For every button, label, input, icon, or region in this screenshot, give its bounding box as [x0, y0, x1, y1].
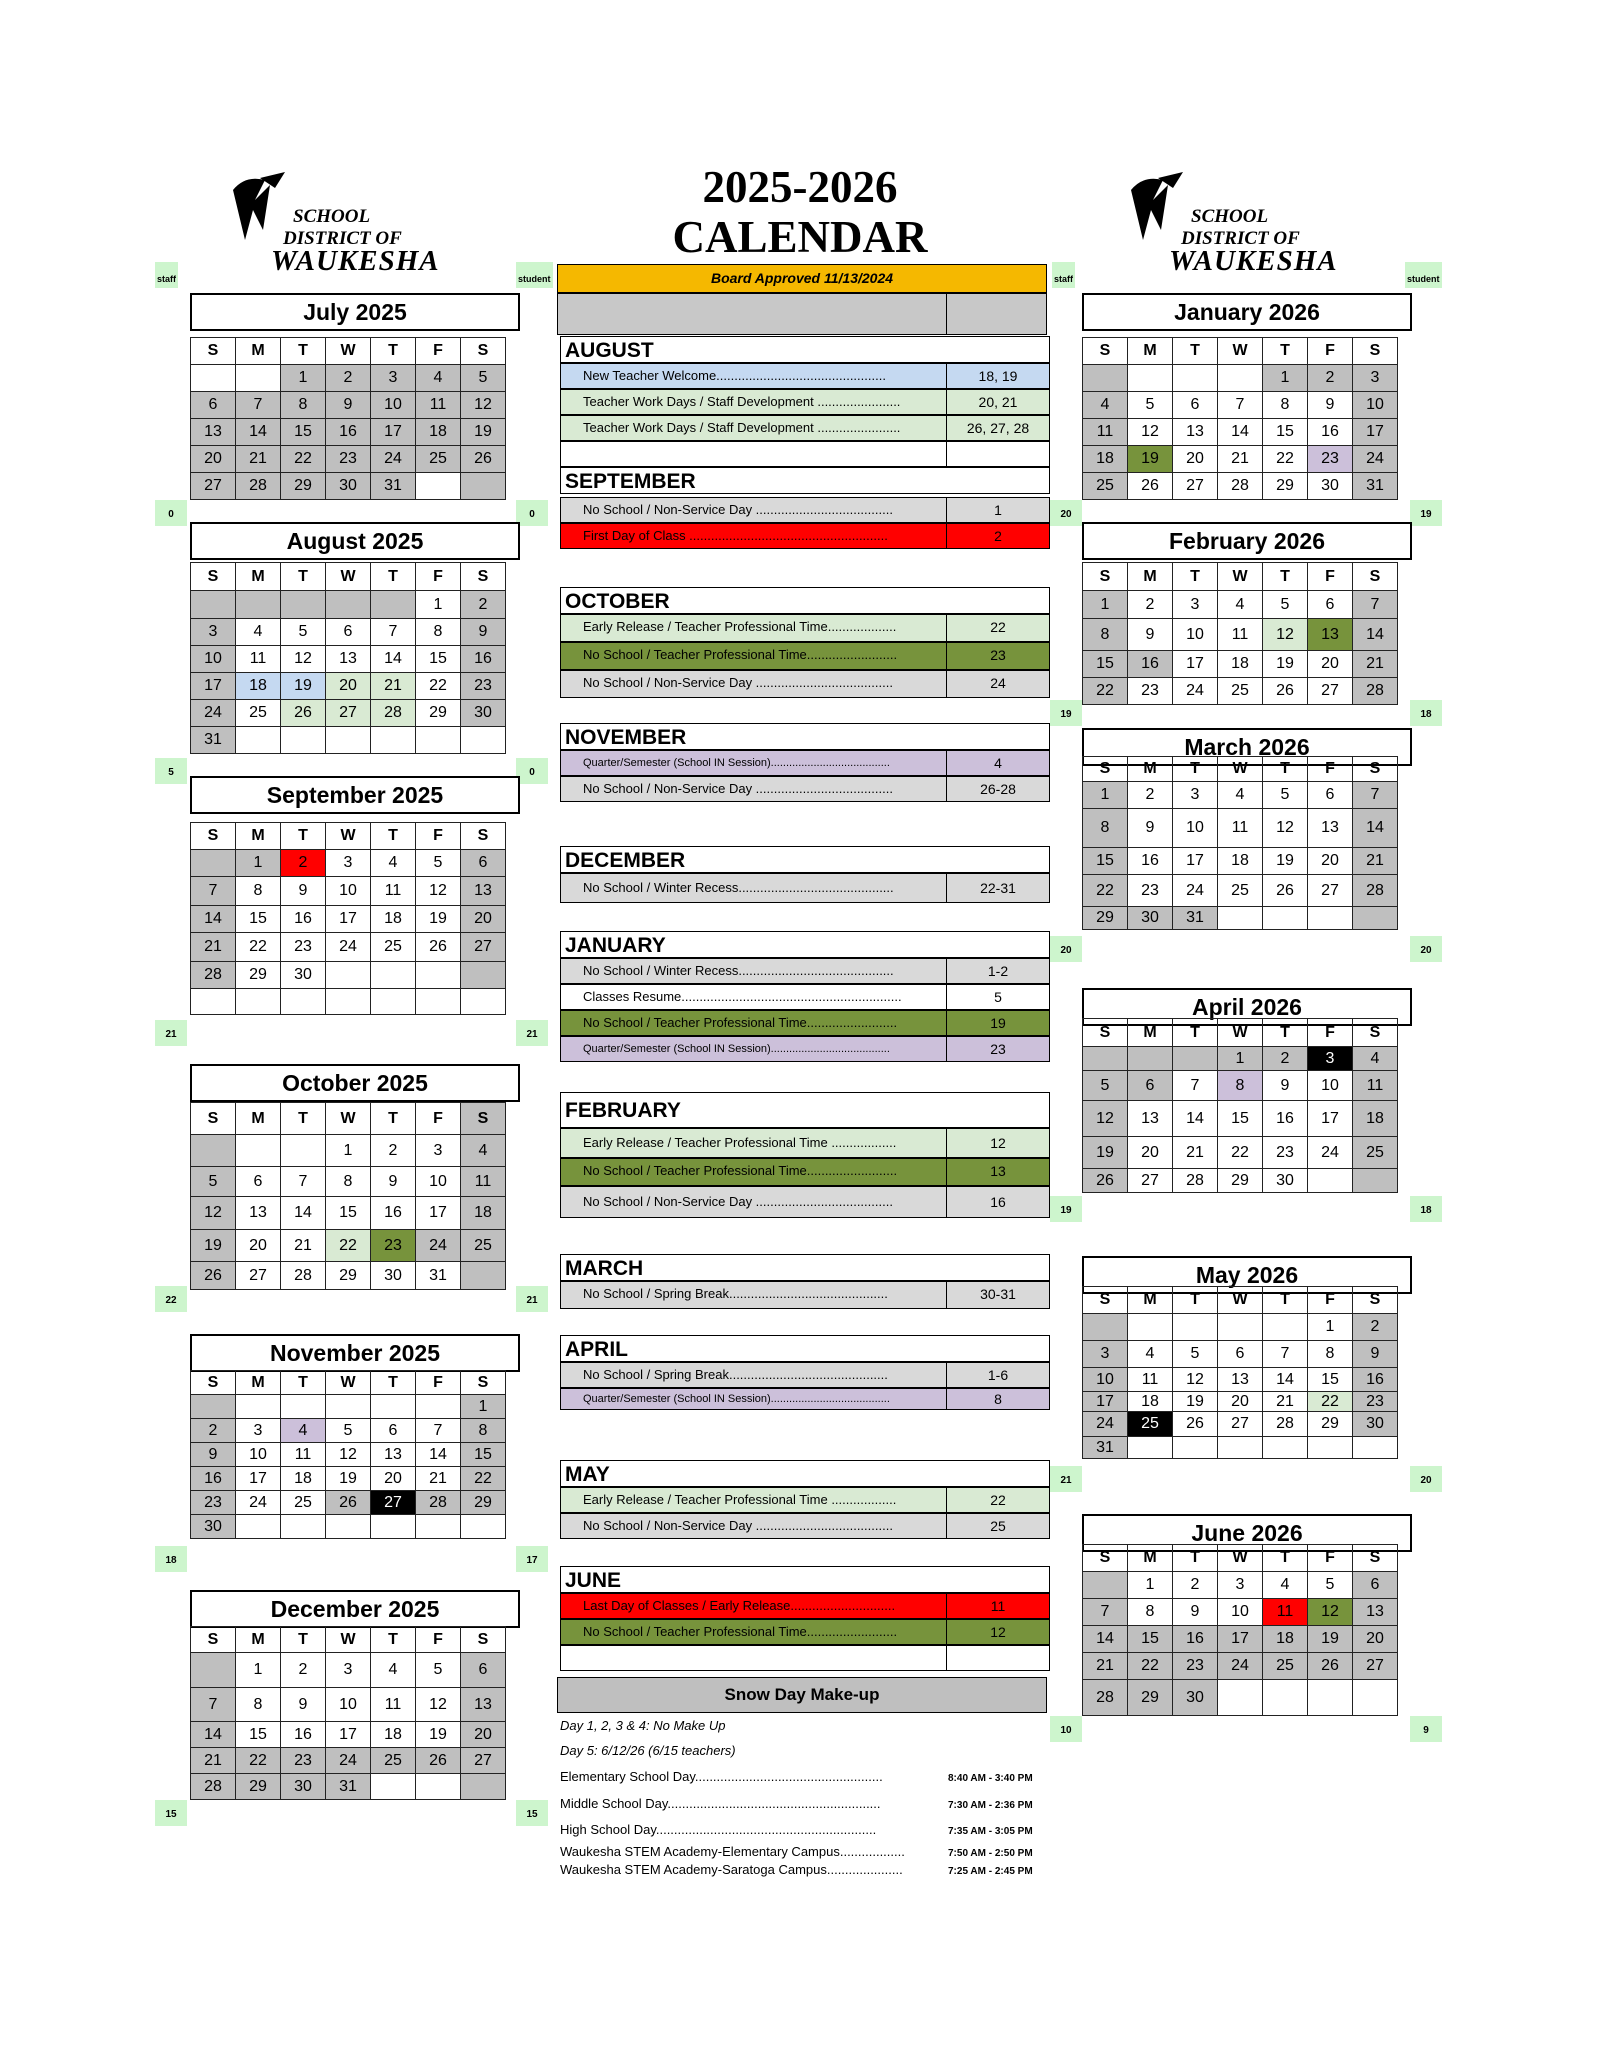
calendar-title: CALENDAR	[672, 212, 928, 262]
event-dates: 22	[947, 1488, 1049, 1512]
logo-line-2: DISTRICT OF	[1181, 228, 1300, 249]
dow-header: S	[1083, 1019, 1128, 1047]
snow-day-note-2	[560, 1743, 736, 1758]
dow-header: S	[1083, 757, 1128, 782]
event-section-may: MAY	[560, 1460, 1050, 1487]
dow-header: S	[461, 823, 506, 850]
dow-header: S	[191, 1371, 236, 1395]
event-row	[560, 1128, 1050, 1158]
dow-header: T	[1263, 563, 1308, 591]
event-section-december: DECEMBER	[560, 846, 1050, 873]
event-row	[560, 1036, 1050, 1062]
student-days-count: 20	[1410, 1466, 1442, 1492]
event-desc: Quarter/Semester (School IN Session).......................................	[561, 1389, 947, 1409]
dow-header: T	[281, 823, 326, 850]
event-desc: No School / Non-Service Day ......................................	[561, 498, 947, 522]
event-dates: 25	[947, 1514, 1049, 1538]
calendar-april-2026: S M T W T F S 1 2 3 4 5 6 7 8 9 10 11 12 13 14 15 16 17 18 19 20 21 22 23 24 25 26 27 28 29 30	[1082, 1018, 1398, 1193]
event-dates: 1	[947, 498, 1049, 522]
event-dates: 4	[947, 751, 1049, 775]
calendar-january-2026: S M T W T F S 1 2 3 4 5 6 7 8 9 10 11 12 13 14 15 16 17 18 19 20 21 22 23 24 25 26 27 28 29 30 31	[1082, 337, 1398, 500]
staff-days-count: 0	[155, 500, 187, 526]
event-dates: 26, 27, 28	[947, 416, 1049, 440]
staff-days-count: 19	[1050, 1196, 1082, 1222]
dow-header: M	[236, 563, 281, 591]
event-dates: 19	[947, 1011, 1049, 1035]
dow-header: T	[1173, 1545, 1218, 1572]
event-row	[560, 497, 1050, 523]
dow-header: W	[1218, 338, 1263, 365]
school-hours-time: 7:35 AM - 3:05 PM	[948, 1826, 1033, 1837]
event-row	[560, 670, 1050, 698]
school-hours-time: 7:25 AM - 2:45 PM	[948, 1866, 1033, 1877]
dow-header: F	[1308, 338, 1353, 365]
calendar-title-year: 2025-2026	[702, 162, 898, 212]
event-desc: Quarter/Semester (School IN Session).......................................	[561, 751, 947, 775]
staff-label: staff	[1052, 262, 1075, 288]
event-desc: No School / Spring Break............................................	[561, 1282, 947, 1308]
event-desc: Quarter/Semester (School IN Session).......................................	[561, 1037, 947, 1061]
event-row	[560, 984, 1050, 1010]
staff-days-count: 21	[155, 1020, 187, 1046]
staff-days-count: 15	[155, 1800, 187, 1826]
dow-header: S	[191, 563, 236, 591]
dow-header: T	[281, 1103, 326, 1135]
student-days-count: 21	[516, 1020, 548, 1046]
dow-header: S	[461, 1103, 506, 1135]
dow-header: W	[326, 338, 371, 365]
staff-days-count: 5	[155, 758, 187, 784]
student-days-count: 17	[516, 1546, 548, 1572]
dow-header: T	[371, 1627, 416, 1653]
calendar-march-2026: S M T W T F S 1 2 3 4 5 6 7 8 9 10 11 12 13 14 15 16 17 18 19 20 21 22 23 24 25 26 27 28 29 30 31	[1082, 756, 1398, 930]
month-title-september-2025: September 2025	[190, 776, 520, 814]
student-days-count: 18	[1410, 700, 1442, 726]
dow-header: S	[461, 563, 506, 591]
school-hours-label: High School Day.............................................................	[560, 1822, 877, 1837]
event-dates: 18, 19	[947, 364, 1049, 388]
events-header-blank	[946, 293, 1047, 335]
dow-header: S	[191, 1627, 236, 1653]
calendar-december-2025: S M T W T F S 1 2 3 4 5 6 7 8 9 10 11 12 13 14 15 16 17 18 19 20 21 22 23 24 25 26 27 28 29 30 31	[190, 1626, 506, 1800]
student-days-count: 19	[1410, 500, 1442, 526]
event-desc: No School / Teacher Professional Time.........................	[561, 1159, 947, 1185]
dow-header: M	[1128, 563, 1173, 591]
calendar-may-2026: S M T W T F S 1 2 3 4 5 6 7 8 9 10 11 12 13 14 15 16 17 18 19 20 21 22 23 24 25 26 27 28 29 30 31	[1082, 1286, 1398, 1459]
events-header-blank	[557, 293, 947, 335]
event-row	[560, 1158, 1050, 1186]
student-label: student	[516, 262, 553, 288]
student-days-count: 0	[516, 500, 548, 526]
dow-header: M	[236, 823, 281, 850]
event-dates: 16	[947, 1187, 1049, 1217]
dow-header: M	[236, 1103, 281, 1135]
event-row	[560, 1513, 1050, 1539]
event-section-june: JUNE	[560, 1566, 1050, 1593]
dow-header: W	[1218, 563, 1263, 591]
dow-header: S	[1353, 1545, 1398, 1572]
dow-header: F	[1308, 1019, 1353, 1047]
dow-header: F	[1308, 563, 1353, 591]
school-hours-label: Middle School Day...........................................................	[560, 1796, 881, 1811]
month-title-december-2025: December 2025	[190, 1590, 520, 1628]
month-title-july-2025: July 2025	[190, 293, 520, 331]
event-section-august: AUGUST	[560, 336, 1050, 363]
event-desc: No School / Winter Recess...........................................	[561, 874, 947, 902]
dow-header: W	[1218, 1287, 1263, 1314]
dow-header: M	[1128, 757, 1173, 782]
staff-days-count: 10	[1050, 1716, 1082, 1742]
snow-day-note-1-text: Day 1, 2, 3 & 4: No Make Up	[560, 1718, 726, 1733]
event-dates: 23	[947, 643, 1049, 669]
event-section-march: MARCH	[560, 1254, 1050, 1281]
dow-header: S	[1083, 338, 1128, 365]
staff-days-count: 20	[1050, 500, 1082, 526]
event-desc: New Teacher Welcome...............................................	[561, 364, 947, 388]
event-row	[560, 523, 1050, 549]
dow-header: S	[1083, 1545, 1128, 1572]
calendar-june-2026: S M T W T F S 1 2 3 4 5 6 7 8 9 10 11 12 13 14 15 16 17 18 19 20 21 22 23 24 25 26 27 28 29 30	[1082, 1544, 1398, 1716]
calendar-february-2026: S M T W T F S 1 2 3 4 5 6 7 8 9 10 11 12 13 14 15 16 17 18 19 20 21 22 23 24 25 26 27 28	[1082, 562, 1398, 705]
school-hours-time: 7:50 AM - 2:50 PM	[948, 1848, 1033, 1859]
dow-header: S	[1353, 1019, 1398, 1047]
dow-header: M	[1128, 338, 1173, 365]
event-desc: First Day of Class .......................................................	[561, 524, 947, 548]
dow-header: F	[416, 823, 461, 850]
event-section-february: FEBRUARY	[560, 1092, 1050, 1128]
logo-line-2: DISTRICT OF	[283, 228, 402, 249]
staff-days-count: 21	[1050, 1466, 1082, 1492]
dow-header: T	[281, 1371, 326, 1395]
event-desc: Teacher Work Days / Staff Development .......................	[561, 390, 947, 414]
calendar-november-2025: S M T W T F S 1 2 3 4 5 6 7 8 9 10 11 12 13 14 15 16 17 18 19 20 21 22 23 24 25 26 27 28 29 30	[190, 1370, 506, 1539]
dow-header: T	[1263, 1545, 1308, 1572]
event-desc: No School / Non-Service Day ......................................	[561, 671, 947, 697]
event-desc: No School / Teacher Professional Time.........................	[561, 1011, 947, 1035]
event-row	[560, 1010, 1050, 1036]
month-title-june-2026: June 2026	[1082, 1514, 1412, 1552]
dow-header: T	[281, 1627, 326, 1653]
dow-header: T	[371, 1371, 416, 1395]
event-dates: 20, 21	[947, 390, 1049, 414]
staff-days-count: 22	[155, 1286, 187, 1312]
event-dates: 2	[947, 524, 1049, 548]
event-row	[560, 750, 1050, 776]
dow-header: S	[1353, 1287, 1398, 1314]
calendar-october-2025: S M T W T F S 1 2 3 4 5 6 7 8 9 10 11 12 13 14 15 16 17 18 19 20 21 22 23 24 25 26 27 28 29 30 31	[190, 1102, 506, 1290]
student-days-count: 21	[516, 1286, 548, 1312]
event-desc: No School / Non-Service Day ......................................	[561, 777, 947, 801]
event-desc: Last Day of Classes / Early Release.............................	[561, 1594, 947, 1618]
event-desc: No School / Spring Break............................................	[561, 1363, 947, 1387]
dow-header: S	[461, 1627, 506, 1653]
event-desc: Early Release / Teacher Professional Time ..................	[561, 1488, 947, 1512]
logo-line-1: SCHOOL	[1191, 206, 1269, 227]
event-dates: 23	[947, 1037, 1049, 1061]
event-row	[560, 1281, 1050, 1309]
school-hours-label: Waukesha STEM Academy-Saratoga Campus.....................	[560, 1862, 903, 1877]
dow-header: S	[461, 338, 506, 365]
dow-header: M	[236, 1371, 281, 1395]
dow-header: W	[1218, 1019, 1263, 1047]
calendar-august-2025: S M T W T F S 1 2 3 4 5 6 7 8 9 10 11 12 13 14 15 16 17 18 19 20 21 22 23 24 25 26 27 28 29 30 31	[190, 562, 506, 754]
dow-header: T	[1263, 1019, 1308, 1047]
school-hours-label: Elementary School Day....................................................	[560, 1769, 883, 1784]
dow-header: W	[326, 1627, 371, 1653]
dow-header: T	[371, 338, 416, 365]
event-row	[560, 1186, 1050, 1218]
event-dates: 5	[994, 989, 1002, 1005]
event-dates: 26-28	[947, 777, 1049, 801]
student-days-count: 15	[516, 1800, 548, 1826]
event-dates: 1-6	[947, 1363, 1049, 1387]
staff-days-count: 19	[1050, 700, 1082, 726]
event-section-september: SEPTEMBER	[560, 467, 1050, 494]
month-title-january-2026: January 2026	[1082, 293, 1412, 331]
dow-header: T	[371, 1103, 416, 1135]
event-row	[560, 1388, 1050, 1410]
dow-header: F	[416, 338, 461, 365]
dow-header: M	[1128, 1287, 1173, 1314]
dow-header: S	[1353, 757, 1398, 782]
event-section-april: APRIL	[560, 1335, 1050, 1362]
dow-header: T	[1263, 757, 1308, 782]
month-title-october-2025: October 2025	[190, 1064, 520, 1102]
dow-header: F	[416, 563, 461, 591]
event-dates: 13	[947, 1159, 1049, 1185]
student-days-count: 18	[1410, 1196, 1442, 1222]
event-row	[560, 1619, 1050, 1645]
event-row	[560, 642, 1050, 670]
month-title-february-2026: February 2026	[1082, 522, 1412, 560]
event-desc: No School / Teacher Professional Time.........................	[561, 1620, 947, 1644]
event-row	[560, 873, 1050, 903]
event-dates: 11	[947, 1594, 1049, 1618]
dow-header: W	[326, 823, 371, 850]
dow-header: T	[1173, 1287, 1218, 1314]
snow-day-note-2-text: Day 5: 6/12/26 (6/15 teachers)	[560, 1743, 736, 1758]
dow-header: M	[236, 1627, 281, 1653]
event-section-november: NOVEMBER	[560, 723, 1050, 750]
dow-header: W	[1218, 757, 1263, 782]
dow-header: T	[1263, 1287, 1308, 1314]
event-desc: Teacher Work Days / Staff Development .......................	[561, 416, 947, 440]
board-approved-banner: Board Approved 11/13/2024	[557, 264, 1047, 293]
dow-header: F	[1308, 1545, 1353, 1572]
logo-line-3: WAUKESHA	[271, 245, 440, 277]
dow-header: M	[236, 338, 281, 365]
event-desc: No School / Teacher Professional Time.........................	[561, 643, 947, 669]
staff-days-count: 18	[155, 1546, 187, 1572]
month-title-may-2026: May 2026	[1082, 1256, 1412, 1294]
event-row	[560, 1593, 1050, 1619]
snow-day-header: Snow Day Make-up	[557, 1677, 1047, 1713]
event-desc: Classes Resume.............................................................	[561, 985, 947, 1009]
event-desc: Early Release / Teacher Professional Time ..................	[561, 1129, 947, 1157]
event-dates: 1-2	[947, 959, 1049, 983]
dow-header: F	[1308, 757, 1353, 782]
month-title-march-2026: March 2026	[1082, 728, 1412, 766]
event-dates: 12	[947, 1129, 1049, 1157]
student-days-count: 9	[1410, 1716, 1442, 1742]
dow-header: F	[416, 1627, 461, 1653]
dow-header: S	[1353, 563, 1398, 591]
dow-header: T	[281, 338, 326, 365]
calendar-september-2025: S M T W T F S 1 2 3 4 5 6 7 8 9 10 11 12 13 14 15 16 17 18 19 20 21 22 23 24 25 26 27 28 29 30	[190, 822, 506, 1015]
dow-header: T	[1263, 338, 1308, 365]
school-hours-label: Waukesha STEM Academy-Elementary Campus..................	[560, 1844, 905, 1859]
dow-header: T	[1173, 338, 1218, 365]
event-row	[560, 614, 1050, 642]
month-title-august-2025: August 2025	[190, 522, 520, 560]
dow-header: S	[1083, 563, 1128, 591]
dow-header: M	[1128, 1545, 1173, 1572]
dow-header: F	[1308, 1287, 1353, 1314]
student-days-count: 20	[1410, 936, 1442, 962]
event-row	[560, 958, 1050, 984]
event-dates: 8	[947, 1389, 1049, 1409]
month-title-november-2025: November 2025	[190, 1334, 520, 1372]
dow-header: S	[191, 338, 236, 365]
dow-header: T	[371, 563, 416, 591]
dow-header: F	[416, 1371, 461, 1395]
dow-header: W	[326, 563, 371, 591]
district-logo-left	[225, 170, 440, 285]
calendar-july-2025: S M T W T F S 1 2 3 4 5 6 7 8 9 10 11 12 13 14 15 16 17 18 19 20 21 22 23 24 25 26 27 28 29 30 31	[190, 337, 506, 500]
dow-header: T	[1173, 757, 1218, 782]
event-dates: 24	[947, 671, 1049, 697]
dow-header: W	[326, 1103, 371, 1135]
event-row	[560, 1487, 1050, 1513]
dow-header: F	[416, 1103, 461, 1135]
dow-header: T	[281, 563, 326, 591]
school-hours-time: 7:30 AM - 2:36 PM	[948, 1800, 1033, 1811]
dow-header: T	[371, 823, 416, 850]
staff-label: staff	[155, 262, 178, 288]
event-row	[560, 363, 1050, 389]
dow-header: S	[1353, 338, 1398, 365]
school-hours-time: 8:40 AM - 3:40 PM	[948, 1773, 1033, 1784]
dow-header: T	[1173, 563, 1218, 591]
dow-header: W	[326, 1371, 371, 1395]
student-label: student	[1405, 262, 1442, 288]
logo-line-1: SCHOOL	[293, 206, 371, 227]
event-section-january: JANUARY	[560, 931, 1050, 958]
event-dates: 22-31	[947, 874, 1049, 902]
dow-header: S	[461, 1371, 506, 1395]
event-desc: No School / Winter Recess...........................................	[561, 959, 947, 983]
event-desc: No School / Non-Service Day ......................................	[561, 1514, 947, 1538]
event-section-october: OCTOBER	[560, 587, 1050, 614]
event-desc: No School / Non-Service Day ......................................	[561, 1187, 947, 1217]
month-title-april-2026: April 2026	[1082, 988, 1412, 1026]
event-row	[560, 1362, 1050, 1388]
event-row	[560, 389, 1050, 415]
dow-header: S	[1083, 1287, 1128, 1314]
student-days-count: 0	[516, 758, 548, 784]
event-row-blank	[560, 441, 1050, 467]
dow-header: S	[191, 823, 236, 850]
event-dates: 12	[947, 1620, 1049, 1644]
event-row	[560, 776, 1050, 802]
dow-header: W	[1218, 1545, 1263, 1572]
dow-header: T	[1173, 1019, 1218, 1047]
dow-header: M	[1128, 1019, 1173, 1047]
logo-line-3: WAUKESHA	[1169, 245, 1338, 277]
event-dates: 22	[947, 615, 1049, 641]
event-desc: Early Release / Teacher Professional Time...................	[561, 615, 947, 641]
district-logo-right	[1123, 170, 1338, 285]
dow-header: S	[191, 1103, 236, 1135]
staff-days-count: 20	[1050, 936, 1082, 962]
event-dates: 30-31	[947, 1282, 1049, 1308]
snow-day-note-1	[560, 1718, 725, 1733]
event-row-blank	[560, 1645, 1050, 1671]
event-row	[560, 415, 1050, 441]
